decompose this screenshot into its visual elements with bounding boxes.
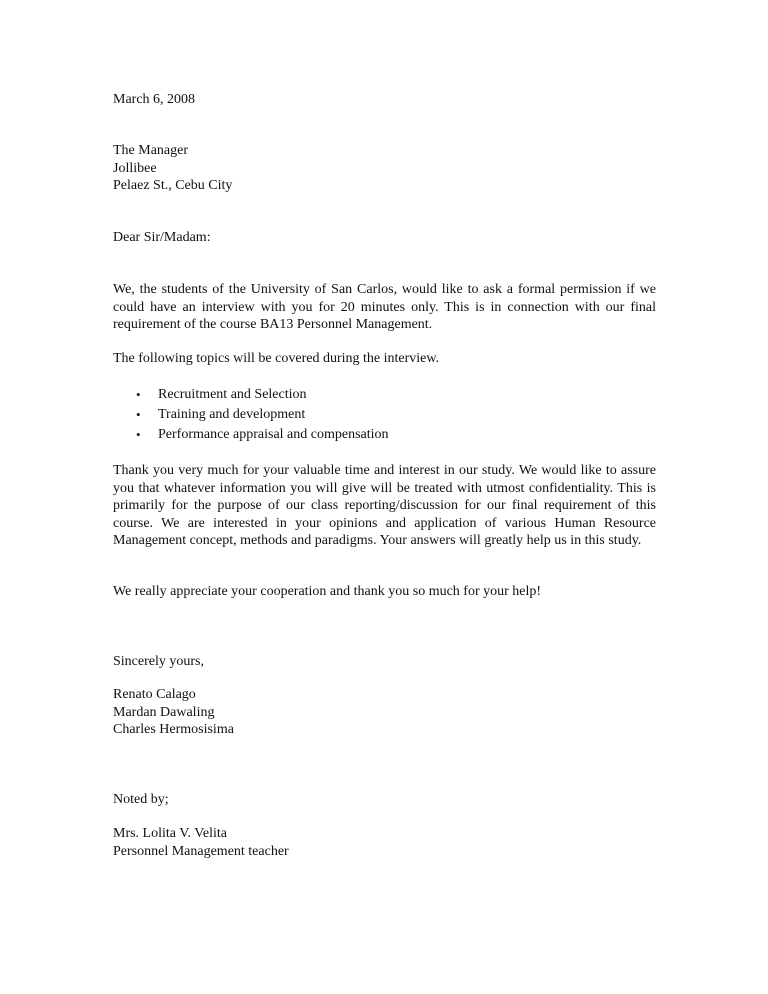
bullet-icon: • [136, 427, 141, 442]
list-item [113, 405, 389, 425]
noted-by-name: Mrs. Lolita V. Velita [113, 826, 227, 841]
topic-label: Recruitment and Selection [158, 387, 307, 402]
topics-list [113, 385, 389, 445]
bullet-icon: • [136, 387, 141, 402]
topic-label: Training and development [158, 407, 306, 422]
intro-paragraph: We, the students of the University of San Carlos, would like to ask a formal permission if we could have an interview with you for 20 minutes only. This is in connection with our final requirement of the course BA13 Personnel Management. [113, 282, 656, 332]
topics-intro: The following topics will be covered during the interview. [113, 351, 440, 366]
thanks-paragraph: Thank you very much for your valuable time and interest in our study. We would like to assure you that whatever information you will give will be treated with utmost confidentiality. This is primarily for the purpose of our class reporting/discussion for our final requirement of this course. We are interested in your opinions and application of various Human Resource Management concept, methods and paradigms. Your answers will greatly help us in this study. [113, 463, 656, 548]
signatories-block [113, 686, 656, 739]
letter-date: March 6, 2008 [113, 92, 196, 107]
list-item [113, 425, 389, 445]
noted-by-position: Personnel Management teacher [113, 843, 289, 859]
appreciation-line: We really appreciate your cooperation and thank you so much for your help! [113, 584, 542, 599]
closing: Sincerely yours, [113, 654, 204, 669]
topic-label: Performance appraisal and compensation [158, 427, 389, 442]
recipient-address-block [113, 142, 656, 195]
signatory-name: Mardan Dawaling [113, 704, 215, 720]
noted-by-label: Noted by; [113, 792, 169, 807]
signatory-name: Renato Calago [113, 687, 196, 702]
recipient-title: The Manager [113, 143, 189, 158]
salutation: Dear Sir/Madam: [113, 230, 211, 245]
recipient-company: Jollibee [113, 160, 157, 176]
bullet-icon: • [136, 407, 141, 422]
signatory-name: Charles Hermosisima [113, 722, 234, 737]
list-item [113, 385, 389, 405]
noted-by-block [113, 825, 656, 860]
recipient-address: Pelaez St., Cebu City [113, 178, 233, 193]
